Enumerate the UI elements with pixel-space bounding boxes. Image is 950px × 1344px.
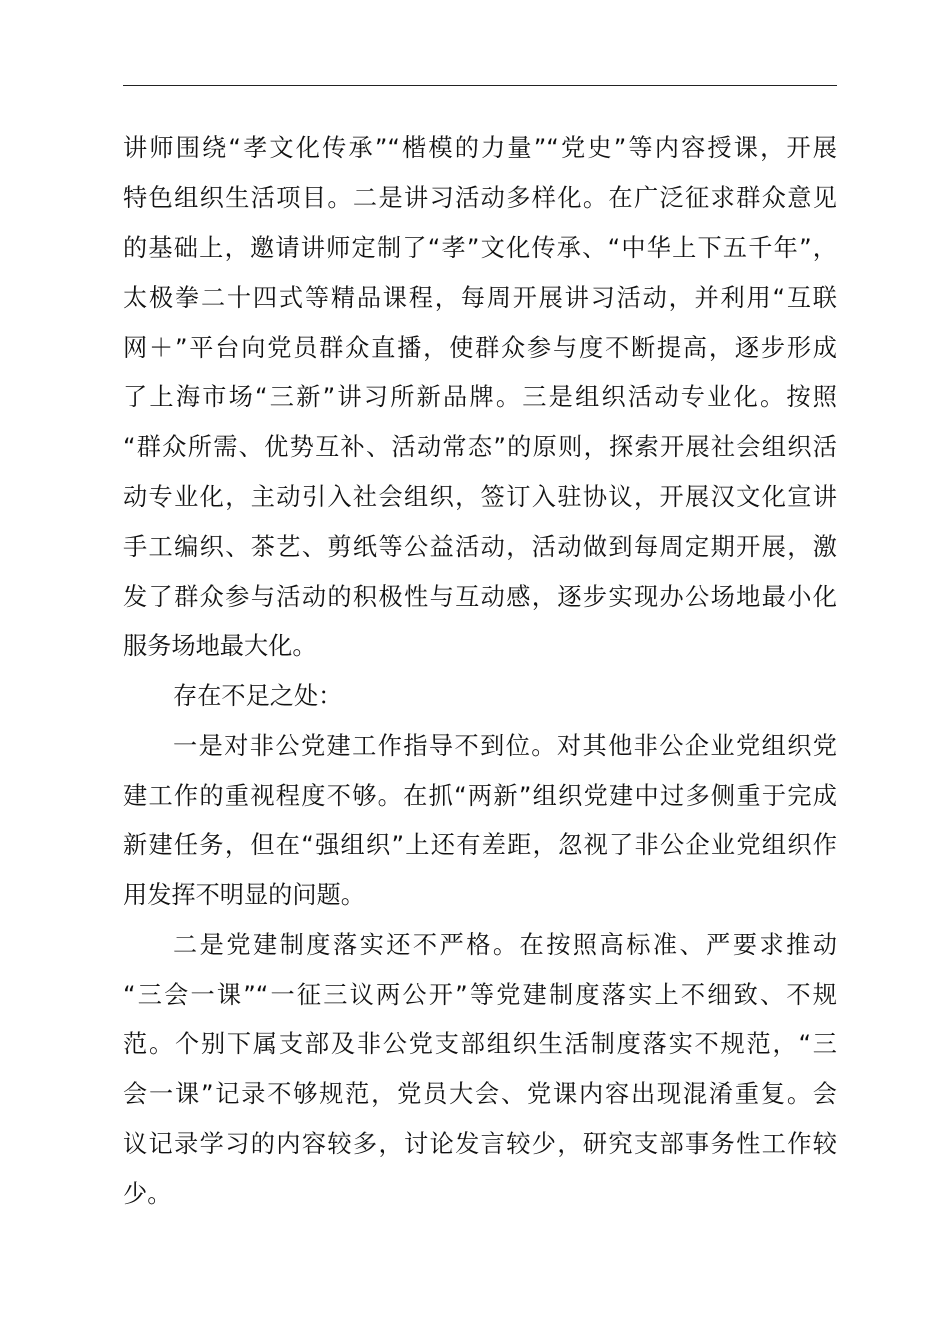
text-line: 手工编织、茶艺、剪纸等公益活动，活动做到每周定期开展，激 [123, 533, 837, 561]
section-heading: 存在不足之处： [173, 682, 343, 710]
text-line: 动专业化，主动引入社会组织，签订入驻协议，开展汉文化宣讲 [123, 483, 837, 511]
text-line: 了上海市场“三新”讲习所新品牌。三是组织活动专业化。按照 [123, 383, 837, 411]
text-line: 议记录学习的内容较多，讨论发言较少，研究支部事务性工作较 [123, 1130, 837, 1158]
text-line: 用发挥不明显的问题。 [123, 881, 365, 909]
header-rule [123, 85, 837, 86]
text-line: 二是党建制度落实还不严格。在按照高标准、严要求推动 [173, 931, 837, 959]
text-line: 会一课”记录不够规范，党员大会、党课内容出现混淆重复。会 [123, 1080, 837, 1108]
text-line: 新建任务，但在“强组织”上还有差距，忽视了非公企业党组织作 [123, 831, 837, 859]
text-line: 讲师围绕“孝文化传承”“楷模的力量”“党史”等内容授课，开展 [123, 134, 837, 162]
text-line: 少。 [123, 1180, 172, 1208]
text-line: 太极拳二十四式等精品课程，每周开展讲习活动，并利用“互联 [123, 284, 837, 312]
text-line: 一是对非公党建工作指导不到位。对其他非公企业党组织党 [173, 732, 837, 760]
text-line: “群众所需、优势互补、活动常态”的原则，探索开展社会组织活 [123, 433, 837, 461]
text-line: 服务场地最大化。 [123, 632, 317, 660]
text-line: “三会一课”“一征三议两公开”等党建制度落实上不细致、不规 [123, 981, 837, 1009]
text-line: 发了群众参与活动的积极性与互动感，逐步实现办公场地最小化 [123, 583, 837, 611]
text-line: 范。个别下属支部及非公党支部组织生活制度落实不规范，“三 [123, 1030, 837, 1058]
text-line: 网＋”平台向党员群众直播，使群众参与度不断提高，逐步形成 [123, 334, 837, 362]
text-line: 的基础上，邀请讲师定制了“孝”文化传承、“中华上下五千年”， [123, 234, 837, 262]
text-line: 建工作的重视程度不够。在抓“两新”组织党建中过多侧重于完成 [123, 782, 837, 810]
text-line: 特色组织生活项目。二是讲习活动多样化。在广泛征求群众意见 [123, 184, 837, 212]
